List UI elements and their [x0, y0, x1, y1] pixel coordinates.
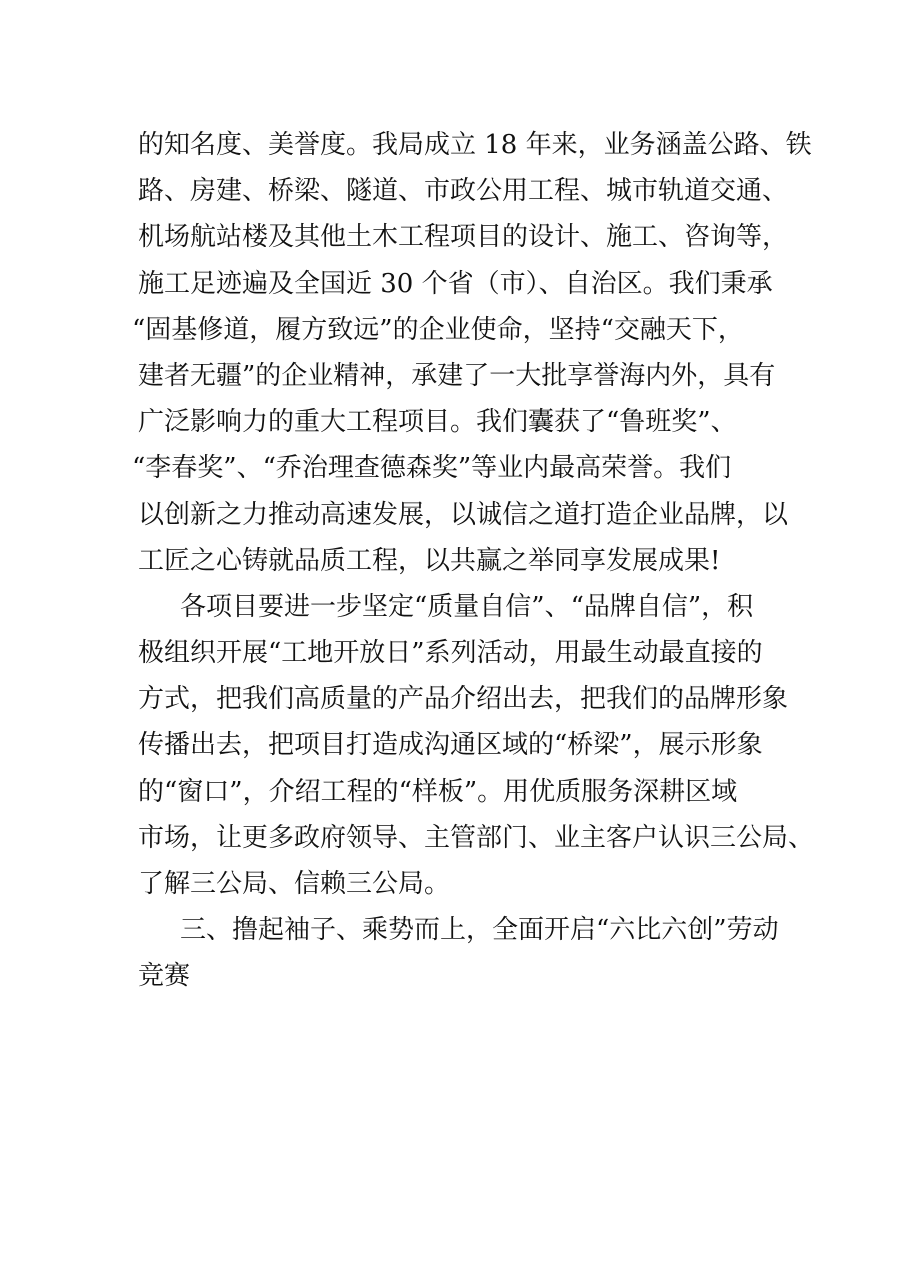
body-text [132, 122, 815, 1000]
text-line: 了解三公局、信赖三公局。 [138, 869, 451, 899]
text-line: 工匠之心铸就品质工程，以共赢之举同享发展成果! [138, 545, 721, 576]
text-line: 的“窗口”，介绍工程的“样板”。用优质服务深耕区域 [138, 776, 738, 807]
text-line: “李春奖”、“乔治理查德森奖”等业内最高荣誉。我们 [132, 453, 732, 484]
text-line: 传播出去，把项目打造成沟通区域的“桥梁”，展示形象 [138, 730, 763, 761]
heading-line: 三、撸起袖子、乘势而上，全面开启“六比六创”劳动 [180, 915, 779, 946]
heading-line: 竞赛 [138, 961, 191, 992]
text-line: 建者无疆”的企业精神，承建了一大批享誉海内外，具有 [138, 360, 776, 391]
text-line: 路、房建、桥梁、隧道、市政公用工程、城市轨道交通、 [138, 176, 789, 207]
paragraph-brand-confidence [138, 584, 815, 907]
text-line: 机场航站楼及其他土木工程项目的设计、施工、咨询等， [138, 222, 789, 253]
text-line: 各项目要进一步坚定“质量自信”、“品牌自信”，积 [180, 591, 754, 622]
paragraph-company-intro [132, 122, 812, 584]
text-line: 极组织开展“工地开放日”系列活动，用最生动最直接的 [138, 638, 763, 669]
text-line: 广泛影响力的重大工程项目。我们囊获了“鲁班奖”、 [138, 407, 737, 438]
text-line: 的知名度、美誉度。我局成立 18 年来，业务涵盖公路、铁 [138, 130, 812, 160]
text-line: “固基修道，履方致远”的企业使命，坚持“交融天下， [132, 314, 744, 345]
text-line: 方式，把我们高质量的产品介绍出去，把我们的品牌形象 [138, 684, 789, 715]
section-heading-three [138, 907, 778, 999]
text-line: 市场，让更多政府领导、主管部门、业主客户认识三公局、 [138, 822, 815, 853]
text-line: 施工足迹遍及全国近 30 个省（市）、自治区。我们秉承 [138, 268, 773, 299]
text-line: 以创新之力推动高速发展，以诚信之道打造企业品牌，以 [138, 499, 789, 530]
